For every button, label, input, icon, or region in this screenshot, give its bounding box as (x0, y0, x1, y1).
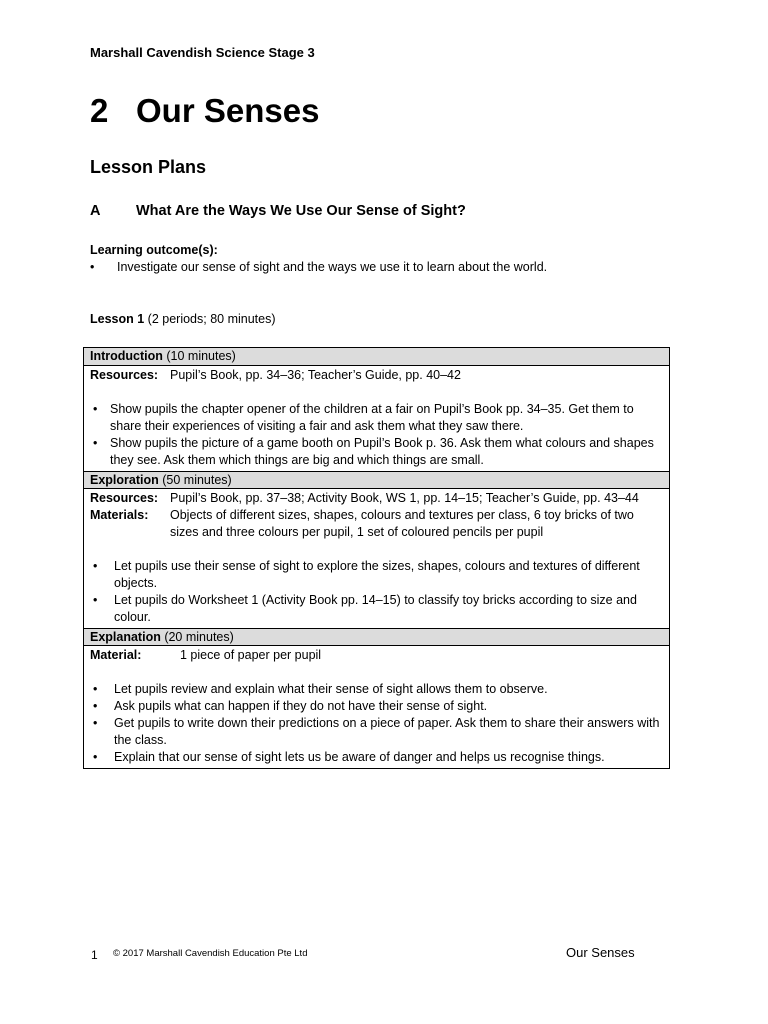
phase-name: Exploration (90, 473, 159, 487)
list-item: • Get pupils to write down their predictions on a piece of paper. Ask them to share their answers with the class. (90, 715, 663, 749)
lesson-heading (90, 312, 276, 326)
phase-body-explanation (84, 646, 669, 768)
list-item: • Show pupils the picture of a game booth on Pupil’s Book p. 36. Ask them what colours and shapes they see. Ask them which things are big and which things are small. (90, 435, 663, 469)
phase-header-introduction (84, 348, 669, 366)
chapter-number: 2 (90, 92, 109, 129)
phase-name: Explanation (90, 630, 161, 644)
list-item: • Let pupils use their sense of sight to explore the sizes, shapes, colours and textures of different objects. (90, 558, 663, 592)
step-list (90, 401, 663, 469)
resources-value: Pupil’s Book, pp. 37–38; Activity Book, WS 1, pp. 14–15; Teacher’s Guide, pp. 43–44 (170, 491, 639, 505)
learning-outcomes-label: Learning outcome(s): (90, 243, 218, 257)
section-heading (90, 203, 466, 219)
phase-body-exploration (84, 489, 669, 628)
material-label: Material: (90, 648, 142, 662)
list-item: • Ask pupils what can happen if they do not have their sense of sight. (90, 698, 663, 715)
section-title: What Are the Ways We Use Our Sense of Sight? (136, 203, 466, 219)
step-list (90, 681, 663, 766)
chapter-title (90, 92, 319, 130)
bullet-icon: • (90, 260, 95, 274)
resources-row (90, 490, 663, 507)
phase-duration: (50 minutes) (158, 473, 232, 487)
resources-label: Resources: (90, 491, 159, 505)
section-letter: A (90, 203, 101, 219)
materials-value: Objects of different sizes, shapes, colours and textures per class, 6 toy bricks of two sizes and three colours per pupil, 1 set of coloured pencils per pupil (170, 508, 634, 539)
material-value: 1 piece of paper per pupil (180, 648, 322, 662)
learning-outcome-item (90, 260, 547, 274)
list-item: • Let pupils review and explain what their sense of sight allows them to observe. (90, 681, 663, 698)
phase-duration: (10 minutes) (162, 349, 236, 363)
phase-body-introduction (84, 366, 669, 471)
phase-duration: (20 minutes) (160, 630, 234, 644)
copyright-notice: © 2017 Marshall Cavendish Education Pte Ltd (113, 948, 308, 959)
resources-row (90, 367, 663, 384)
resources-label: Resources: (90, 368, 159, 382)
document-header: Marshall Cavendish Science Stage 3 (90, 45, 315, 60)
phase-header-explanation (84, 628, 669, 646)
lesson-plan-table (83, 347, 670, 769)
list-item: • Show pupils the chapter opener of the children at a fair on Pupil’s Book pp. 34–35. Get them to share their experiences of visiting a fair and ask them what they saw there. (90, 401, 663, 435)
materials-label: Materials: (90, 508, 149, 522)
lesson-detail: (2 periods; 80 minutes) (144, 312, 276, 326)
list-item: • Explain that our sense of sight lets us be aware of danger and helps us recognise things. (90, 749, 663, 766)
list-item: • Let pupils do Worksheet 1 (Activity Book pp. 14–15) to classify toy bricks according to size and colour. (90, 592, 663, 626)
phase-header-exploration (84, 471, 669, 489)
subheading: Lesson Plans (90, 157, 207, 177)
resources-value: Pupil’s Book, pp. 34–36; Teacher’s Guide, pp. 40–42 (170, 368, 461, 382)
step-list (90, 558, 663, 626)
lesson-label: Lesson 1 (90, 312, 145, 326)
chapter-name: Our Senses (136, 92, 320, 129)
material-row (90, 647, 663, 664)
materials-row (90, 507, 663, 541)
phase-name: Introduction (90, 349, 163, 363)
learning-outcome-text: Investigate our sense of sight and the ways we use it to learn about the world. (117, 260, 548, 274)
footer-title: Our Senses (566, 945, 635, 960)
page-number: 1 (91, 948, 98, 962)
